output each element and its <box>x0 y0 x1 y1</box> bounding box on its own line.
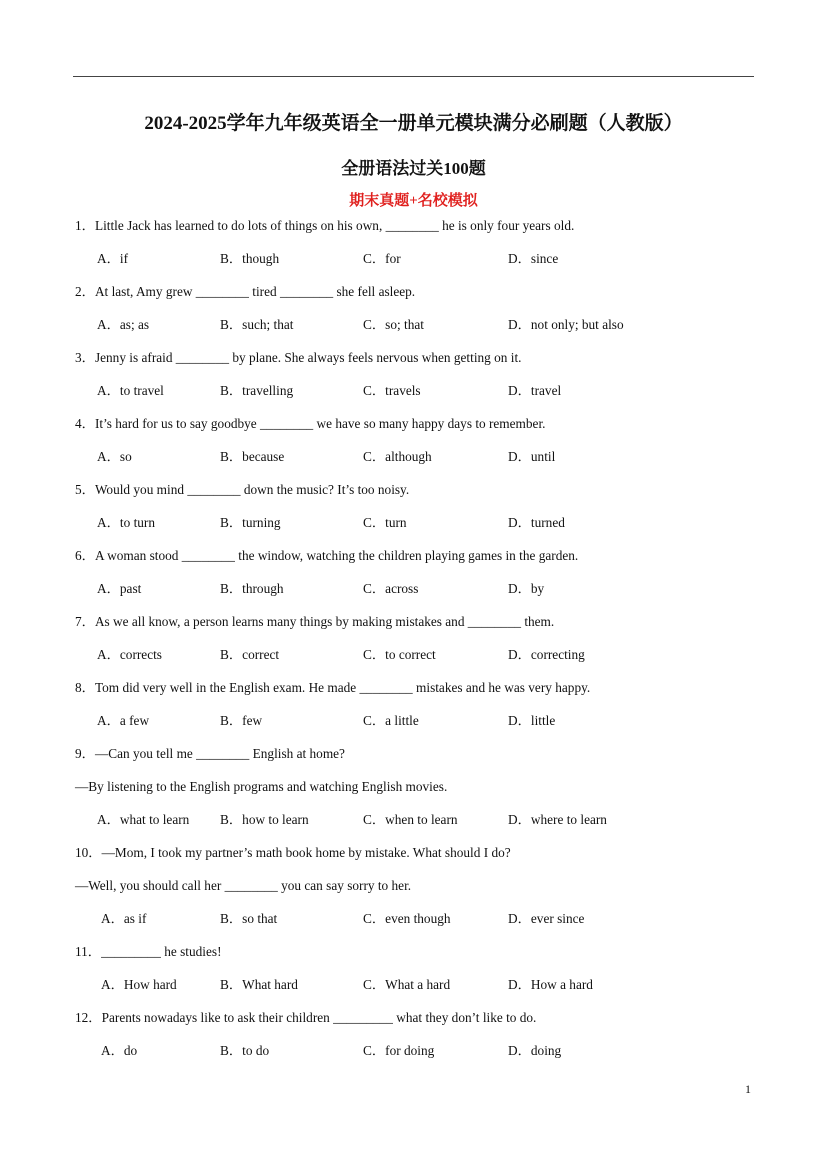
option-c: C．even though <box>363 911 451 926</box>
answer-options <box>75 447 755 480</box>
header-rule <box>73 76 754 77</box>
page-number: 1 <box>745 1082 751 1096</box>
option-d: D．by <box>508 581 545 596</box>
option-d: D．since <box>508 251 559 266</box>
question-item <box>75 942 755 1008</box>
option-b: B．though <box>220 251 280 266</box>
option-c: C．for doing <box>363 1043 435 1058</box>
option-c: C．so; that <box>363 317 424 332</box>
option-b: B．how to learn <box>220 812 309 827</box>
option-d: D．ever since <box>508 911 585 926</box>
answer-options <box>75 513 755 546</box>
question-item <box>75 216 755 282</box>
question-stem: 12．Parents nowadays like to ask their children _________ what they don’t like to do. <box>75 1010 537 1025</box>
option-a: A．to turn <box>97 515 155 530</box>
option-a: A．so <box>97 449 132 464</box>
option-b: B．few <box>220 713 263 728</box>
option-c: C．across <box>363 581 419 596</box>
option-b: B．through <box>220 581 284 596</box>
option-b: B．so that <box>220 911 278 926</box>
answer-options <box>75 909 755 942</box>
option-c: C．for <box>363 251 401 266</box>
option-d: D．until <box>508 449 556 464</box>
answer-options <box>75 381 755 414</box>
option-a: A．as; as <box>97 317 150 332</box>
option-a: A．if <box>97 251 129 266</box>
question-dialogue-line: —By listening to the English programs and watching English movies. <box>75 779 448 794</box>
question-stem: 6．A woman stood ________ the window, watching the children playing games in the garden. <box>75 548 579 563</box>
option-d: D．correcting <box>508 647 585 662</box>
question-stem: 3．Jenny is afraid ________ by plane. She always feels nervous when getting on it. <box>75 350 522 365</box>
option-b: B．to do <box>220 1043 270 1058</box>
option-a: A．past <box>97 581 142 596</box>
option-b: B．turning <box>220 515 281 530</box>
answer-options <box>75 645 755 678</box>
question-stem: 2．At last, Amy grew ________ tired ________ she fell asleep. <box>75 284 416 299</box>
question-stem: 1．Little Jack has learned to do lots of things on his own, ________ he is only four years old. <box>75 218 575 233</box>
option-b: B．correct <box>220 647 280 662</box>
option-c: C．a little <box>363 713 419 728</box>
question-stem: 11．_________ he studies! <box>75 944 222 959</box>
option-a: A．How hard <box>101 977 177 992</box>
question-item <box>75 348 755 414</box>
document-tag: 期末真题+名校模拟 <box>349 193 478 209</box>
question-item <box>75 612 755 678</box>
document-title: 2024-2025学年九年级英语全一册单元模块满分必刷题（人教版） <box>144 113 683 134</box>
answer-options <box>75 315 755 348</box>
question-item <box>75 546 755 612</box>
answer-options <box>75 810 755 843</box>
question-stem: 7．As we all know, a person learns many things by making mistakes and ________ them. <box>75 614 555 629</box>
question-dialogue-line: —Well, you should call her ________ you can say sorry to her. <box>75 878 412 893</box>
answer-options <box>75 711 755 744</box>
option-a: A．do <box>101 1043 138 1058</box>
answer-options <box>75 1041 755 1074</box>
option-b: B．travelling <box>220 383 294 398</box>
question-item <box>75 1008 755 1074</box>
option-d: D．turned <box>508 515 565 530</box>
option-d: D．where to learn <box>508 812 607 827</box>
option-c: C．to correct <box>363 647 436 662</box>
question-stem: 8．Tom did very well in the English exam. He made ________ mistakes and he was very happy. <box>75 680 591 695</box>
question-item <box>75 843 755 942</box>
question-list <box>75 216 755 1074</box>
question-item <box>75 414 755 480</box>
answer-options <box>75 249 755 282</box>
option-a: A．a few <box>97 713 150 728</box>
option-c: C．travels <box>363 383 421 398</box>
option-a: A．to travel <box>97 383 164 398</box>
option-c: C．turn <box>363 515 407 530</box>
option-d: D．travel <box>508 383 562 398</box>
option-c: C．although <box>363 449 432 464</box>
question-item <box>75 744 755 843</box>
question-item <box>75 678 755 744</box>
answer-options <box>75 579 755 612</box>
document-subtitle: 全册语法过关100题 <box>341 159 486 178</box>
option-b: B．such; that <box>220 317 294 332</box>
question-stem: 4．It’s hard for us to say goodbye ________ we have so many happy days to remember. <box>75 416 546 431</box>
option-a: A．what to learn <box>97 812 190 827</box>
question-stem: 10．—Mom, I took my partner’s math book home by mistake. What should I do? <box>75 845 511 860</box>
option-d: D．little <box>508 713 556 728</box>
option-b: B．because <box>220 449 285 464</box>
option-d: D．How a hard <box>508 977 593 992</box>
option-a: A．as if <box>101 911 147 926</box>
question-item <box>75 282 755 348</box>
question-item <box>75 480 755 546</box>
option-d: D．doing <box>508 1043 562 1058</box>
option-c: C．when to learn <box>363 812 458 827</box>
question-stem: 9．—Can you tell me ________ English at home? <box>75 746 345 761</box>
option-c: C．What a hard <box>363 977 451 992</box>
question-stem: 5．Would you mind ________ down the music? It’s too noisy. <box>75 482 410 497</box>
option-d: D．not only; but also <box>508 317 624 332</box>
option-a: A．corrects <box>97 647 162 662</box>
option-b: B．What hard <box>220 977 298 992</box>
answer-options <box>75 975 755 1008</box>
